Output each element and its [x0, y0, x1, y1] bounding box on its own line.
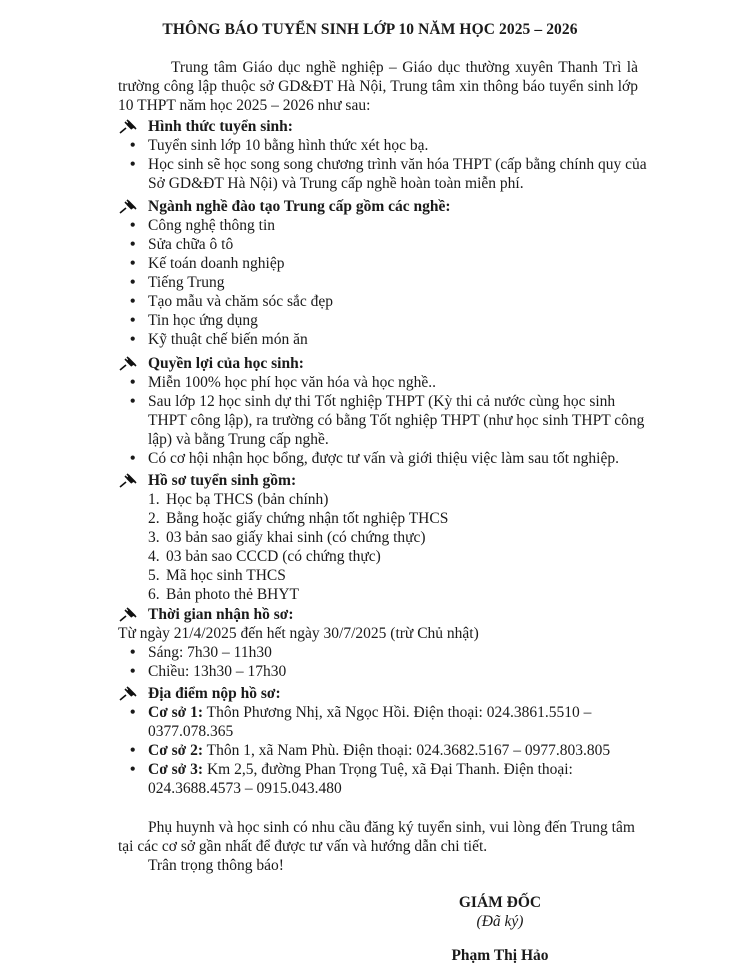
- signature-position: GIÁM ĐỐC: [458, 894, 542, 911]
- list-item: • Tuyển sinh lớp 10 bằng hình thức xét học bạ.: [118, 136, 648, 155]
- list-item: • Kế toán doanh nghiệp: [118, 254, 648, 273]
- section-location: [118, 684, 648, 798]
- list-item: • Cơ sở 1: Thôn Phương Nhị, xã Ngọc Hồi. Điện thoại: 024.3861.5510 – 0377.078.365: [118, 703, 648, 741]
- pushpin-icon: [118, 356, 140, 372]
- section-time: [118, 605, 648, 681]
- list-item: • Sửa chữa ô tô: [118, 235, 648, 254]
- list-item: • Chiều: 13h30 – 17h30: [118, 662, 648, 681]
- pushpin-icon: [118, 199, 140, 215]
- list-item: 6. Bản photo thẻ BHYT: [148, 586, 300, 603]
- section-heading: Thời gian nhận hồ sơ:: [118, 605, 648, 624]
- pushpin-icon: [118, 686, 140, 702]
- list-item: • Sáng: 7h30 – 11h30: [118, 643, 648, 662]
- pushpin-icon: [118, 473, 140, 489]
- section-heading: Quyền lợi của học sinh:: [118, 354, 648, 373]
- list-item: 2. Bằng hoặc giấy chứng nhận tốt nghiệp THCS: [148, 510, 449, 527]
- section-heading: Hình thức tuyển sinh:: [118, 117, 648, 136]
- list-item: • Cơ sở 2: Thôn 1, xã Nam Phù. Điện thoại: 024.3682.5167 – 0977.803.805: [118, 741, 648, 760]
- signature-note: (Đã ký): [476, 913, 524, 930]
- list-item: • Kỹ thuật chế biến món ăn: [118, 330, 648, 349]
- section-admission-form: [118, 117, 648, 193]
- pushpin-icon: [118, 119, 140, 135]
- page-title: THÔNG BÁO TUYỂN SINH LỚP 10 NĂM HỌC 2025 – 2026: [162, 21, 578, 38]
- section-heading: Địa điểm nộp hồ sơ:: [118, 684, 648, 703]
- list-item: • Công nghệ thông tin: [118, 216, 648, 235]
- list-item: • Miễn 100% học phí học văn hóa và học nghề..: [118, 373, 648, 392]
- regards-text: Trân trọng thông báo!: [148, 857, 284, 874]
- closing-paragraph: Phụ huynh và học sinh có nhu cầu đăng ký tuyển sinh, vui lòng đến Trung tâm tại các cơ sở gần nhất để được tư vấn và hướng dẫn chi tiết.: [118, 819, 635, 855]
- list-item: • Tạo mẫu và chăm sóc sắc đẹp: [118, 292, 648, 311]
- list-item: • Học sinh sẽ học song song chương trình văn hóa THPT (cấp bằng chính quy của Sở GD&ĐT Hà Nội) và Trung cấp nghề hoàn toàn miễn phí.: [118, 155, 648, 193]
- section-heading: Hồ sơ tuyển sinh gồm:: [118, 471, 648, 490]
- intro-paragraph: Trung tâm Giáo dục nghề nghiệp – Giáo dục thường xuyên Thanh Trì là trường công lập thuộc sở GD&ĐT Hà Nội, Trung tâm xin thông báo tuyển sinh lớp 10 THPT năm học 2025 – 2026 như sau:: [118, 59, 638, 114]
- list-item: 5. Mã học sinh THCS: [148, 567, 286, 584]
- list-item: 1. Học bạ THCS (bản chính): [148, 491, 329, 508]
- list-item: 4. 03 bản sao CCCD (có chứng thực): [148, 548, 381, 565]
- section-benefits: [118, 354, 648, 468]
- list-item: • Sau lớp 12 học sinh dự thi Tốt nghiệp THPT (Kỳ thi cả nước cùng học sinh THPT công lập), ra trường có bằng Tốt nghiệp THPT (như học sinh THPT công lập) và bằng Trung cấp nghề.: [118, 392, 648, 449]
- pushpin-icon: [118, 607, 140, 623]
- list-item: • Có cơ hội nhận học bổng, được tư vấn và giới thiệu việc làm sau tốt nghiệp.: [118, 449, 648, 468]
- list-item: • Tin học ứng dụng: [118, 311, 648, 330]
- list-item: • Tiếng Trung: [118, 273, 648, 292]
- section-heading: Ngành nghề đào tạo Trung cấp gồm các nghề:: [118, 197, 648, 216]
- list-item: 3. 03 bản sao giấy khai sinh (có chứng thực): [148, 529, 426, 546]
- list-item: • Cơ sở 3: Km 2,5, đường Phan Trọng Tuệ, xã Đại Thanh. Điện thoại: 024.3688.4573 – 0915.043.480: [118, 760, 648, 798]
- section-majors: [118, 197, 648, 349]
- section-documents: [118, 471, 648, 604]
- time-period: Từ ngày 21/4/2025 đến hết ngày 30/7/2025 (trừ Chủ nhật): [118, 625, 479, 642]
- signature-name: Phạm Thị Hảo: [451, 947, 549, 964]
